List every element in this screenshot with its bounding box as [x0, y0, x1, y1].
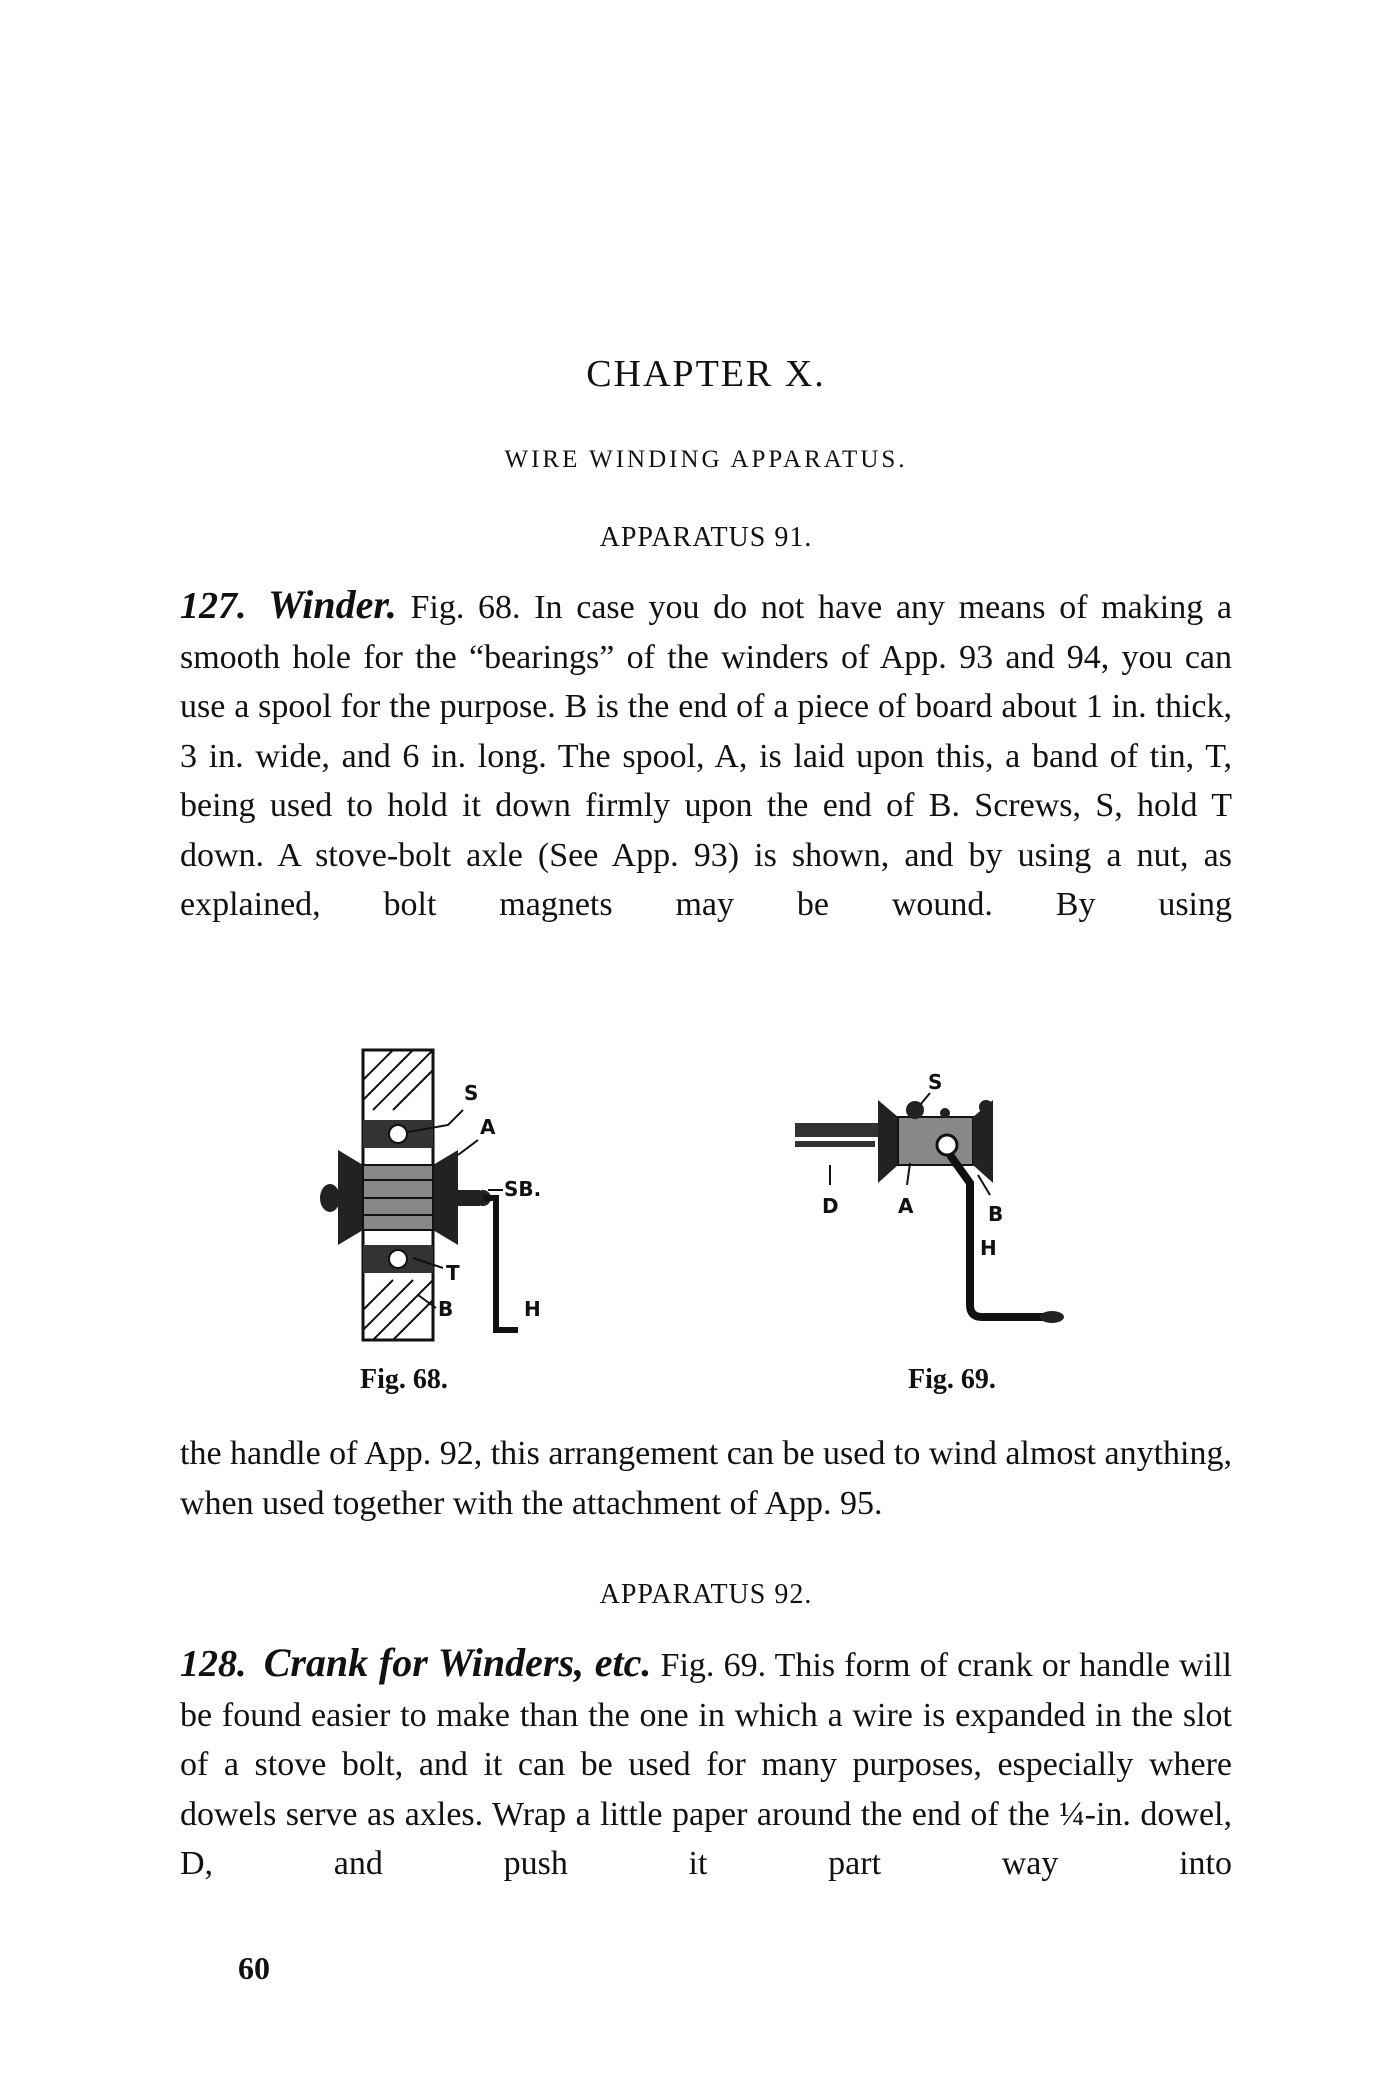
paragraph-127-continued: the handle of App. 92, this arrangement can be used to wind almost anything, when used together with the attachment of App. 95. [180, 1435, 1232, 1522]
fig69-label-b: B [988, 1202, 1004, 1226]
fig69-label-s: S [928, 1070, 943, 1094]
fig68-label-t: T [446, 1261, 460, 1285]
chapter-title: CHAPTER X. [586, 353, 826, 395]
section-heading-crank: Crank for Winders, etc. [263, 1640, 652, 1685]
paragraph-127-text: Fig. 68. In case you do not have any means of making a smooth hole for the “bearings” of the winders of App. 93 and 94, you can use a spool for the purpose. B is the end of a piece of board about 1 in. thick, 3 in. wide, and 6 in. long. The spool, A, is laid upon this, a band of tin, T, being used to hold it down firmly upon the end of B. Screws, S, hold T down. A stove-bolt axle (See App. 93) is shown, and by using a nut, as explained, bolt magnets may be wound. By using [180, 589, 1233, 923]
paragraph-128 [180, 1638, 1232, 1889]
fig69-label-a: A [898, 1194, 914, 1218]
fig68-label-sb: SB. [504, 1177, 542, 1201]
figure-69-illustration [790, 1055, 1110, 1355]
figure-68-caption: Fig. 68. [360, 1364, 448, 1395]
page-number: 60 [238, 1950, 270, 1986]
apparatus-heading-92: APPARATUS 92. [599, 1579, 813, 1610]
figure-68-illustration [318, 1040, 578, 1352]
fig69-label-h: H [980, 1236, 997, 1260]
section-number-127: 127. [180, 585, 247, 627]
fig68-label-b: B [438, 1297, 454, 1321]
figure-69-caption: Fig. 69. [908, 1364, 996, 1395]
paragraph-128-text: Fig. 69. This form of crank or handle will be found easier to make than the one in which a wire is expanded in the slot of a stove bolt, and it can be used for many purposes, especially where dowels serve as axles. Wrap a little paper around the end of the ¼-in. dowel, D, and push it part way into [180, 1647, 1232, 1882]
fig68-label-h: H [524, 1297, 541, 1321]
fig69-label-d: D [822, 1194, 839, 1218]
apparatus-heading-91: APPARATUS 91. [599, 522, 813, 553]
section-number-128: 128. [180, 1643, 247, 1685]
chapter-subtitle: WIRE WINDING APPARATUS. [504, 446, 908, 473]
section-heading-winder: Winder. [268, 582, 397, 627]
paragraph-127 [180, 580, 1232, 930]
fig68-label-a: A [480, 1115, 496, 1139]
fig68-label-s: S [464, 1081, 479, 1105]
